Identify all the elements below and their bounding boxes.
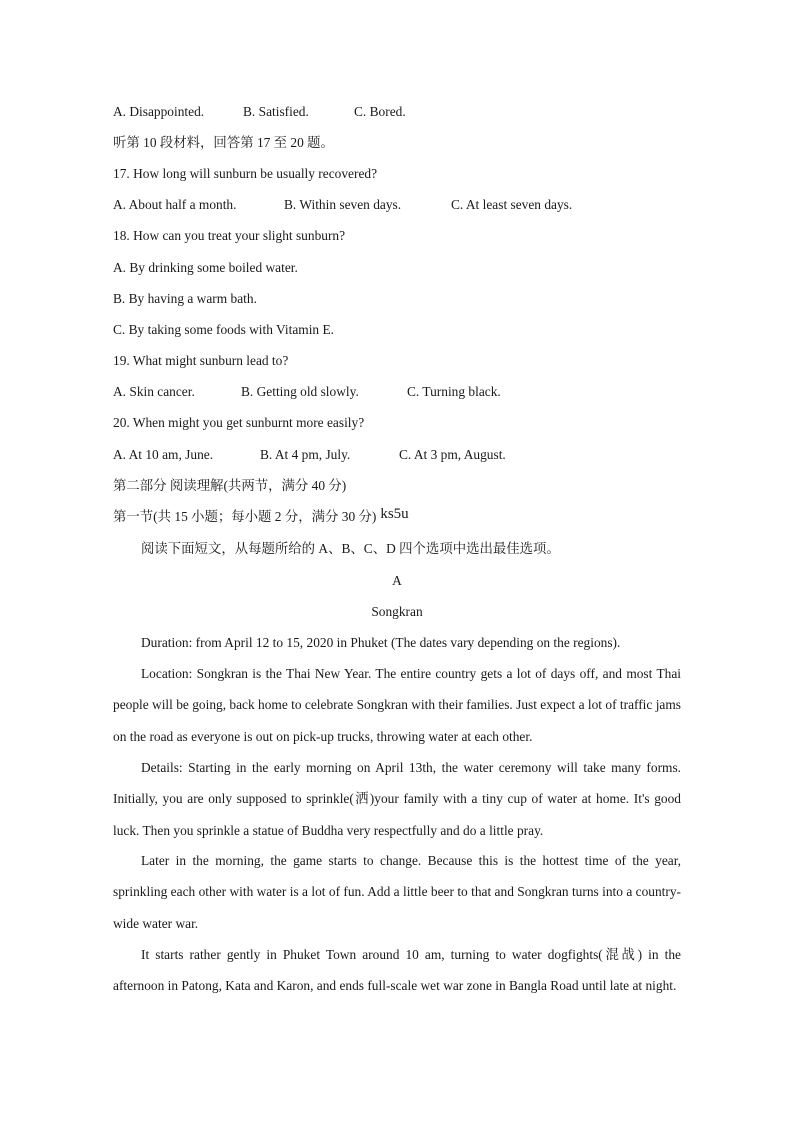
q19-options: [113, 383, 501, 401]
option-a: A. At 10 am, June.: [113, 447, 214, 462]
q18-question: 18. How can you treat your slight sunburn?: [113, 228, 346, 243]
watermark-text: ks5u: [380, 506, 409, 522]
q17-options: [113, 196, 572, 214]
q18-option-b: B. By having a warm bath.: [113, 291, 257, 306]
passage-title: Songkran: [371, 604, 423, 619]
q20-options: [113, 446, 506, 464]
option-c: C. At 3 pm, August.: [399, 447, 506, 462]
section1-heading-line: [113, 508, 409, 526]
q17-question: 17. How long will sunburn be usually recovered?: [113, 166, 378, 181]
section10-instruction: 听第 10 段材料，回答第 17 至 20 题。: [113, 135, 334, 150]
q16-options: [113, 103, 406, 121]
q20-question: 20. When might you get sunburnt more easily?: [113, 415, 365, 430]
paragraph-text: It starts rather gently in Phuket Town around 10 am, turning to water dogfights(混战) in the afternoon in Patong, Kata and Karon, and ends full-scale wet war zone in Bangla Road until late at night.: [113, 947, 681, 994]
option-a: A. About half a month.: [113, 197, 237, 212]
option-c: C. At least seven days.: [451, 197, 573, 212]
part2-heading: 第二部分 阅读理解(共两节，满分 40 分): [113, 478, 347, 493]
paragraph-text: Details: Starting in the early morning on April 13th, the water ceremony will take many forms. Initially, you are only supposed to sprinkle(洒)your family with a tiny cup of water at home. It's good luck. Then you sprinkle a statue of Buddha very respectfully and do a little pray.: [113, 760, 681, 838]
paragraph-starts: [113, 939, 681, 1002]
option-a: A. Disappointed.: [113, 104, 205, 119]
paragraph-text: Later in the morning, the game starts to change. Because this is the hottest time of the year, sprinkling each other with water is a lot of fun. Add a little beer to that and Songkran turns into a country-wide water war.: [113, 853, 681, 931]
option-c: C. Turning black.: [407, 384, 501, 399]
paragraph-text: Location: Songkran is the Thai New Year. The entire country gets a lot of days off, and most Thai people will be going, back home to celebrate Songkran with their families. Just expect a lot of traffic jams on the road as everyone is out on pick-up trucks, throwing water at each other.: [113, 666, 681, 744]
paragraph-later: [113, 845, 681, 939]
reading-instruction: 阅读下面短文，从每题所给的 A、B、C、D 四个选项中选出最佳选项。: [141, 541, 560, 556]
option-b: B. Within seven days.: [284, 197, 402, 212]
paragraph-text: Duration: from April 12 to 15, 2020 in Phuket (The dates vary depending on the regions).: [141, 635, 621, 650]
paragraph-location: [113, 658, 681, 752]
paragraph-duration: [113, 627, 681, 658]
option-c: C. Bored.: [354, 104, 406, 119]
option-b: B. Getting old slowly.: [241, 384, 359, 399]
section1-heading: 第一节(共 15 小题；每小题 2 分，满分 30 分): [113, 509, 377, 524]
option-b: B. At 4 pm, July.: [260, 447, 351, 462]
option-a: A. Skin cancer.: [113, 384, 195, 399]
paragraph-details: [113, 752, 681, 846]
q19-question: 19. What might sunburn lead to?: [113, 353, 289, 368]
option-b: B. Satisfied.: [243, 104, 309, 119]
passage-letter: A: [392, 573, 402, 588]
q18-option-c: C. By taking some foods with Vitamin E.: [113, 322, 335, 337]
q18-option-a: A. By drinking some boiled water.: [113, 260, 298, 275]
